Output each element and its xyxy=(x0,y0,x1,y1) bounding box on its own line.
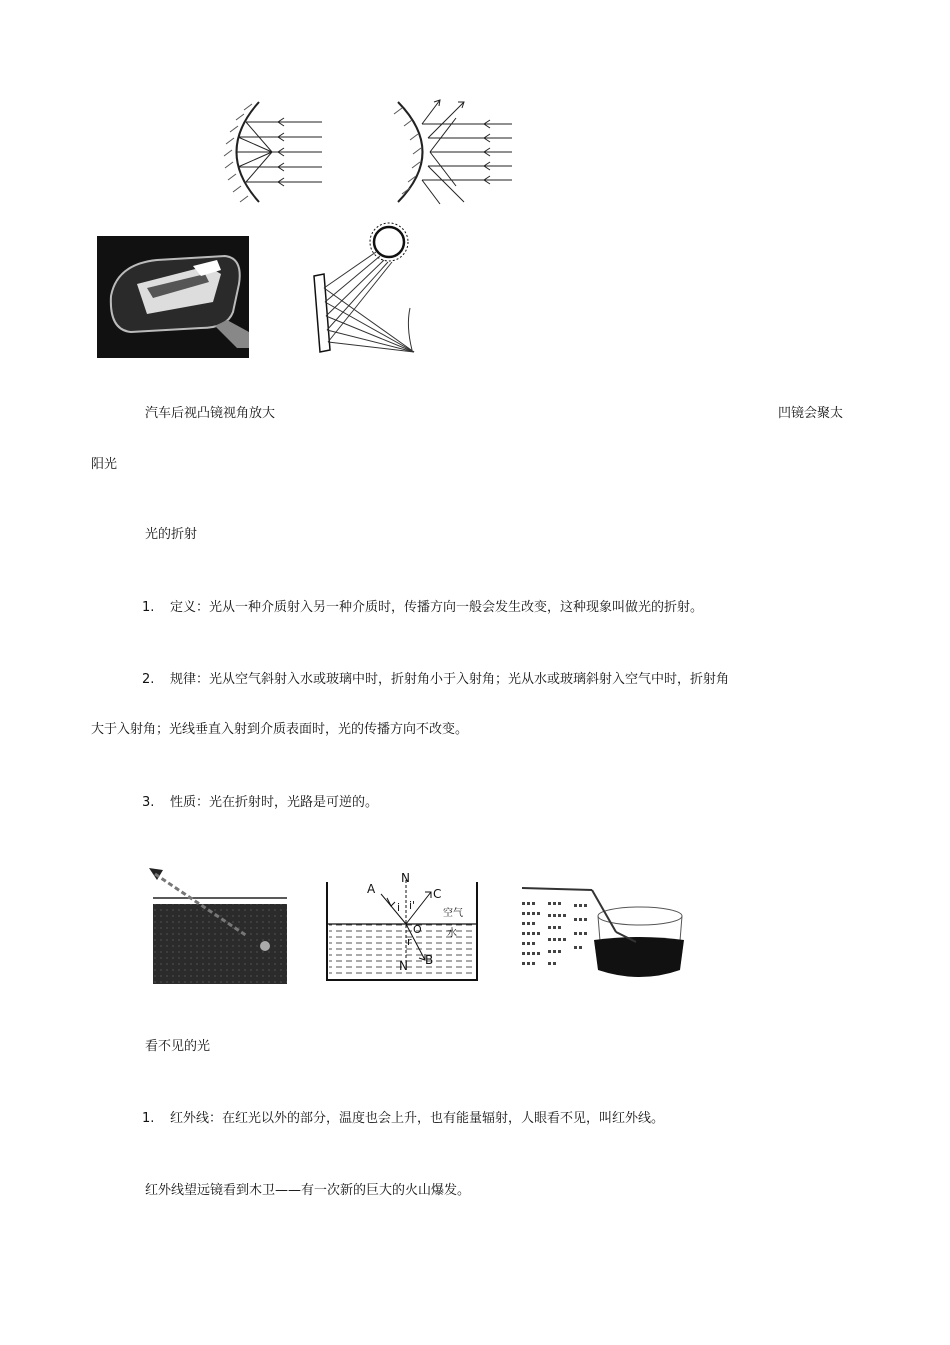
refraction-law-line1: 规律：光从空气斜射入水或玻璃中时，折射角小于入射角；光从水或玻璃斜射入空气中时，折射角 xyxy=(170,672,730,687)
solar-concentrator-diagram xyxy=(306,216,424,358)
label-reflected-c: C xyxy=(433,887,442,901)
bent-straw-in-glass-figure xyxy=(518,884,690,984)
label-normal-bottom: N xyxy=(399,959,408,973)
label-normal-top: N xyxy=(401,871,410,885)
label-angle-i: i xyxy=(397,901,401,914)
label-air: 空气 xyxy=(443,908,463,919)
refraction-water-photo xyxy=(147,866,287,986)
caption-convex-mirror: 汽车后视凸镜视角放大 xyxy=(145,406,276,421)
caption-concave-mirror-part1: 凹镜会聚太 xyxy=(778,406,844,421)
infrared-definition: 红外线：在红光以外的部分，温度也会上升，也有能量辐射，人眼看不见，叫红外线。 xyxy=(170,1111,665,1126)
convex-mirror-ray-diagram xyxy=(392,98,517,206)
list-number: 2. xyxy=(142,672,155,687)
refraction-law-line2: 大于入射角；光线垂直入射到介质表面时，光的传播方向不改变。 xyxy=(91,722,469,737)
list-number: 3. xyxy=(142,795,155,810)
list-number: 1. xyxy=(142,1111,155,1126)
refraction-light-path-diagram xyxy=(325,868,481,984)
label-angle-r: r xyxy=(407,935,412,948)
section-heading-invisible-light: 看不见的光 xyxy=(145,1039,211,1054)
label-water: 水 xyxy=(447,928,457,939)
list-number: 1. xyxy=(142,600,155,615)
refraction-definition: 定义：光从一种介质射入另一种介质时，传播方向一般会发生改变，这种现象叫做光的折射。 xyxy=(170,600,704,615)
label-refracted-b: B xyxy=(425,953,434,967)
section-heading-refraction: 光的折射 xyxy=(145,527,198,542)
caption-concave-mirror-part2: 阳光 xyxy=(91,457,118,472)
concave-mirror-ray-diagram xyxy=(214,98,329,206)
label-incident-a: A xyxy=(367,882,376,896)
infrared-telescope-note: 红外线望远镜看到木卫——有一次新的巨大的火山爆发。 xyxy=(145,1183,471,1198)
label-angle-i-prime: i' xyxy=(409,899,416,912)
car-rearview-mirror-photo xyxy=(97,236,249,358)
label-point-o: O xyxy=(413,923,422,936)
refraction-property: 性质：光在折射时，光路是可逆的。 xyxy=(170,795,379,810)
